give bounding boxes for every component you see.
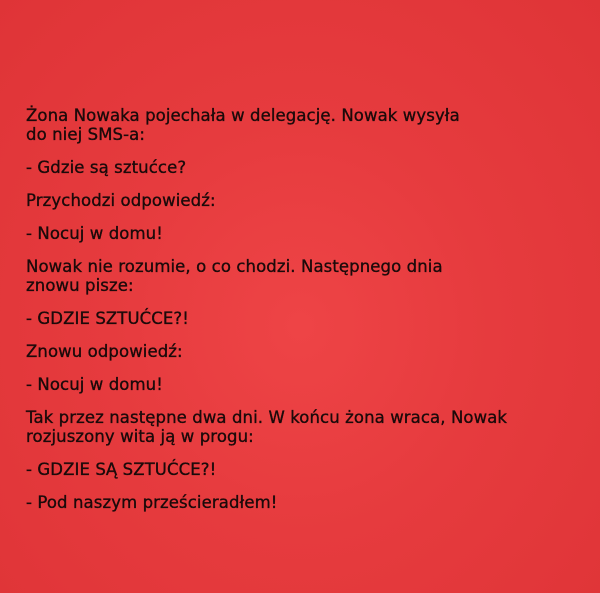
paragraph-9-line-1: Tak przez następne dwa dni. W końcu żona wraca, Nowak	[26, 408, 508, 427]
paragraph-9-line-2: rozjuszony wita ją w progu:	[26, 427, 254, 446]
paragraph-3: Przychodzi odpowiedź:	[26, 191, 216, 210]
paragraph-8: - Nocuj w domu!	[26, 375, 163, 394]
paragraph-1-line-2: do niej SMS-a:	[26, 125, 146, 144]
paragraph-5-line-2: znowu pisze:	[26, 276, 134, 295]
paragraph-11: - Pod naszym prześcieradłem!	[26, 493, 278, 512]
paragraph-7: Znowu odpowiedź:	[26, 342, 183, 361]
paragraph-4: - Nocuj w domu!	[26, 224, 163, 243]
paragraph-6: - GDZIE SZTUĆCE?!	[26, 309, 190, 328]
paragraph-10: - GDZIE SĄ SZTUĆCE?!	[26, 460, 217, 479]
paragraph-1-line-1: Żona Nowaka pojechała w delegację. Nowak wysyła	[26, 106, 460, 125]
joke-text	[26, 106, 586, 512]
paragraph-5-line-1: Nowak nie rozumie, o co chodzi. Następnego dnia	[26, 257, 443, 276]
paragraph-2: - Gdzie są sztućce?	[26, 158, 187, 177]
